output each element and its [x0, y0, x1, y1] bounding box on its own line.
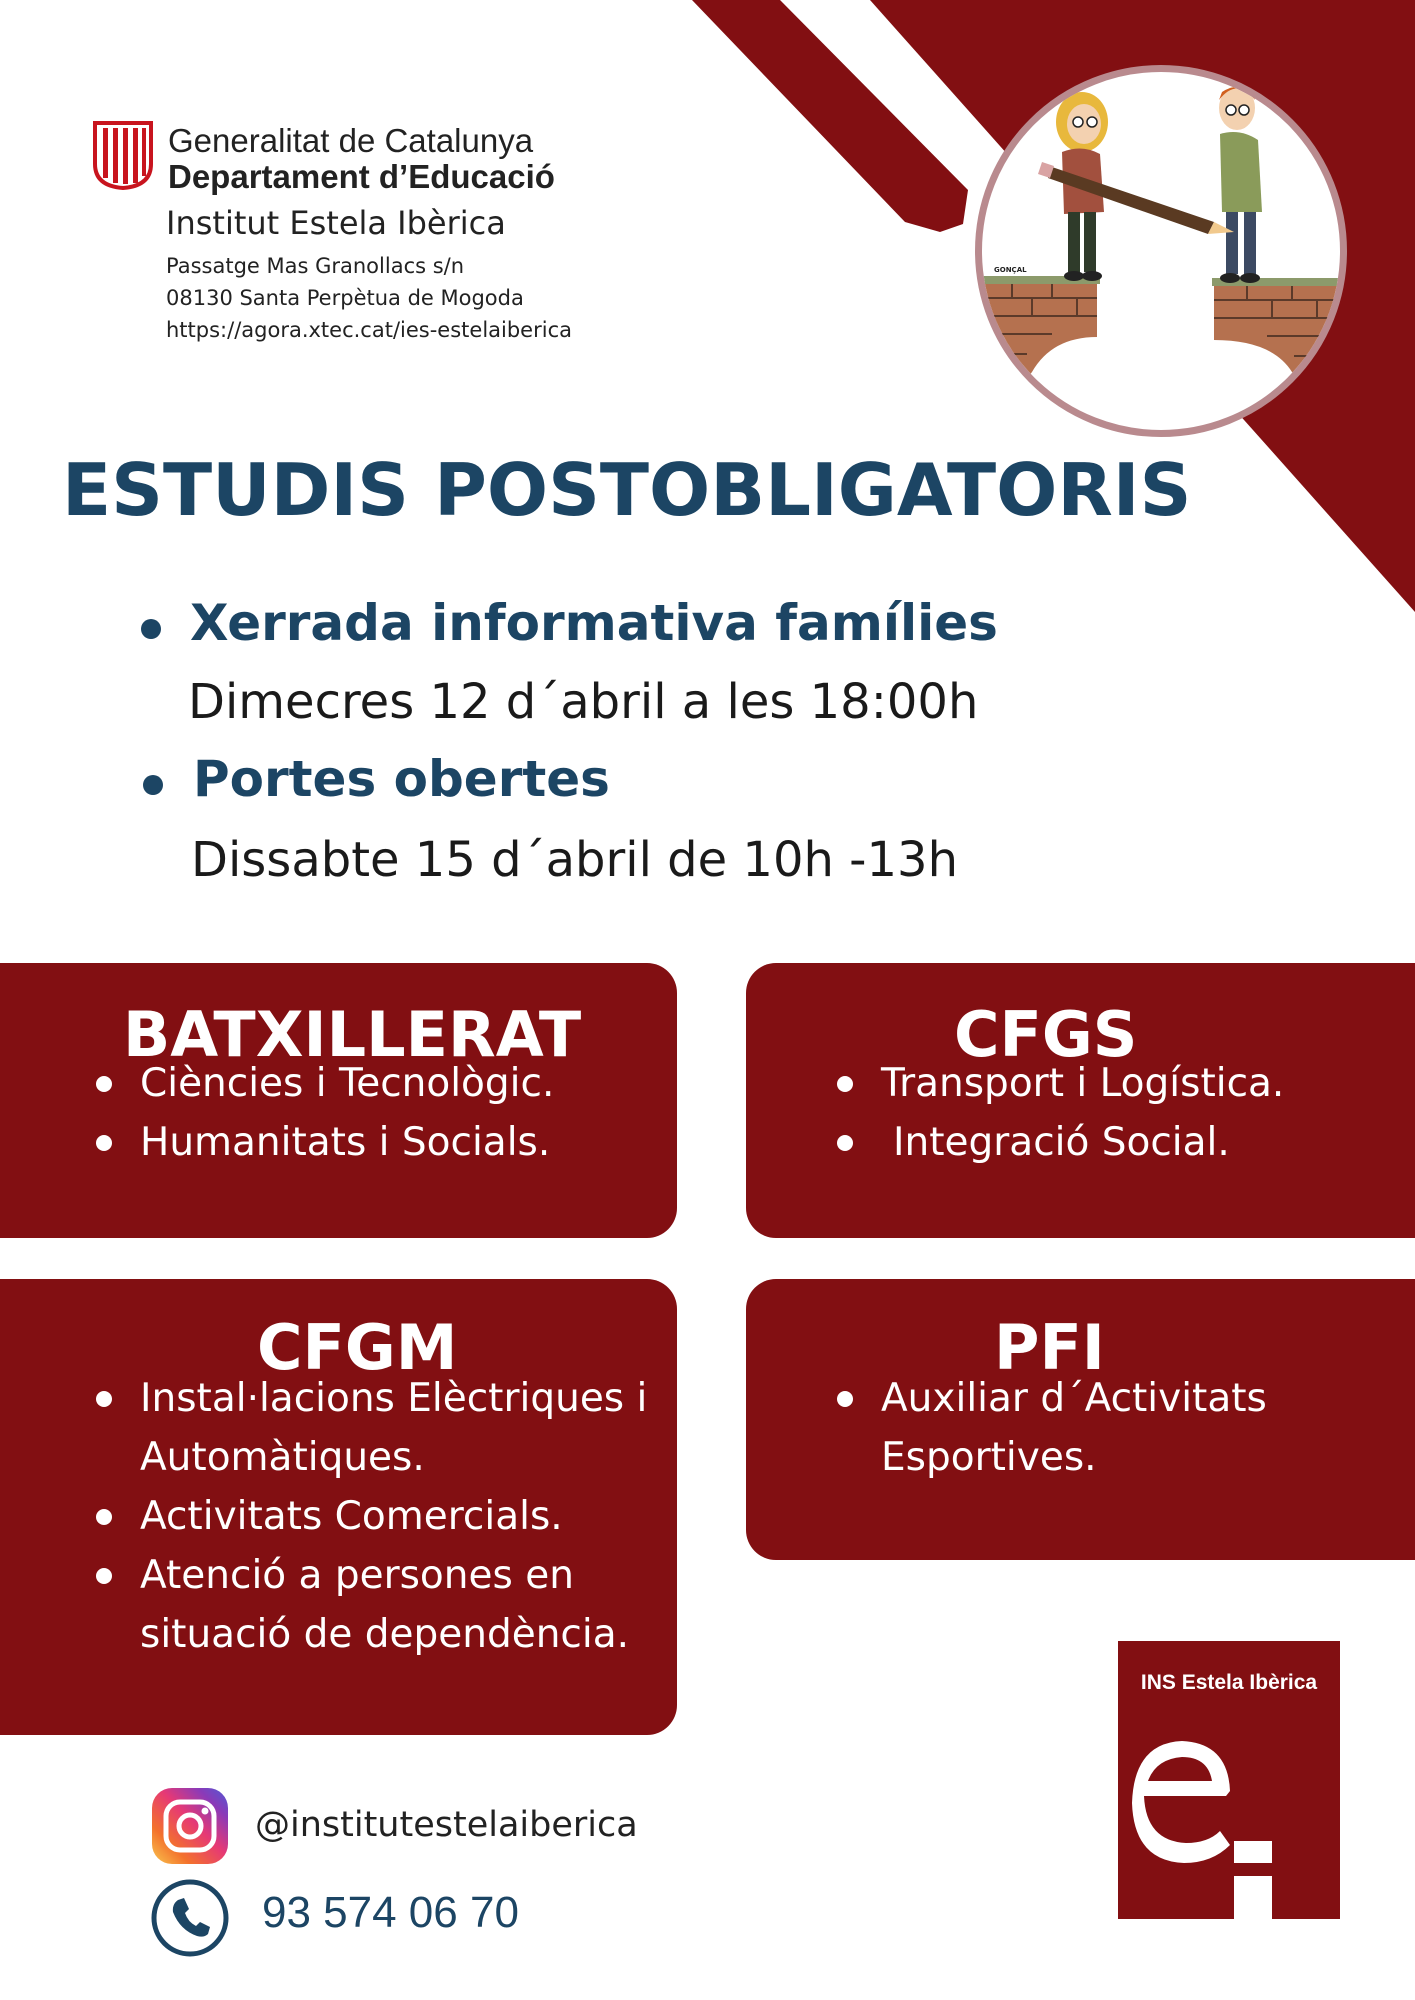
box-title-cfgm: CFGM	[257, 1311, 458, 1384]
bullet-dot	[96, 1076, 112, 1092]
bullet-dot	[837, 1076, 853, 1092]
list-item: Atenció a persones en	[140, 1546, 647, 1605]
institute-name: Institut Estela Ibèrica	[166, 204, 506, 242]
list-item-continuation: Esportives.	[881, 1435, 1097, 1480]
cartoon-signature: GONÇAL	[994, 266, 1027, 274]
cfgs-list	[881, 1054, 1284, 1172]
ins-estela-iberica-logo	[1118, 1641, 1340, 1919]
cartoon-illustration	[975, 65, 1347, 437]
bullet-dot	[96, 1568, 112, 1584]
bullet-dot	[96, 1135, 112, 1151]
address-city: 08130 Santa Perpètua de Mogoda	[166, 286, 524, 310]
generalitat-name: Generalitat de Catalunya	[168, 122, 534, 159]
list-item: Instal·lacions Elèctriques i	[140, 1369, 647, 1428]
bullet-dot	[837, 1391, 853, 1407]
list-item: Transport i Logística.	[881, 1054, 1284, 1113]
box-title-pfi: PFI	[994, 1311, 1105, 1384]
page-title: ESTUDIS POSTOBLIGATORIS	[62, 448, 1192, 532]
instagram-icon[interactable]	[152, 1788, 228, 1864]
logo-e-mark-icon	[1118, 1641, 1340, 1919]
boy-figure-icon	[1219, 86, 1262, 283]
box-title-cfgs: CFGS	[954, 998, 1138, 1071]
list-item: Humanitats i Socials.	[140, 1113, 554, 1172]
list-item-continuation: Automàtiques.	[140, 1435, 425, 1480]
list-item: Auxiliar d´Activitats	[881, 1369, 1267, 1428]
batxillerat-list	[140, 1054, 554, 1172]
event-bullet	[141, 619, 161, 639]
generalitat-logo	[92, 120, 154, 190]
department-name: Departament d’Educació	[168, 158, 555, 195]
address-street: Passatge Mas Granollacs s/n	[166, 254, 465, 278]
box-title-batxillerat: BATXILLERAT	[123, 998, 582, 1071]
list-item: Integració Social.	[881, 1113, 1284, 1172]
bullet-dot	[96, 1391, 112, 1407]
event-bullet	[143, 775, 163, 795]
instagram-handle[interactable]: @institutestelaiberica	[255, 1805, 638, 1845]
cfgm-list	[140, 1369, 647, 1664]
phone-number[interactable]: 93 574 06 70	[262, 1888, 519, 1937]
logo-label: INS Estela Ibèrica	[1140, 1671, 1318, 1694]
event-date-open-day: Dissabte 15 d´abril de 10h -13h	[191, 832, 958, 888]
event-title-open-day: Portes obertes	[193, 750, 610, 808]
website-url[interactable]: https://agora.xtec.cat/ies-estelaiberica	[166, 318, 572, 342]
box-batxillerat	[0, 963, 677, 1238]
bullet-dot	[837, 1135, 853, 1151]
list-item: Ciències i Tecnològic.	[140, 1054, 554, 1113]
pfi-list	[881, 1369, 1267, 1487]
bullet-dot	[96, 1509, 112, 1525]
list-item: Activitats Comercials.	[140, 1487, 647, 1546]
list-item-continuation: situació de dependència.	[140, 1612, 630, 1657]
event-date-talk: Dimecres 12 d´abril a les 18:00h	[188, 674, 979, 730]
box-cfgs	[746, 963, 1415, 1238]
event-title-talk: Xerrada informativa famílies	[190, 594, 998, 652]
box-pfi	[746, 1279, 1415, 1560]
box-cfgm	[0, 1279, 677, 1735]
phone-icon[interactable]	[150, 1878, 230, 1958]
